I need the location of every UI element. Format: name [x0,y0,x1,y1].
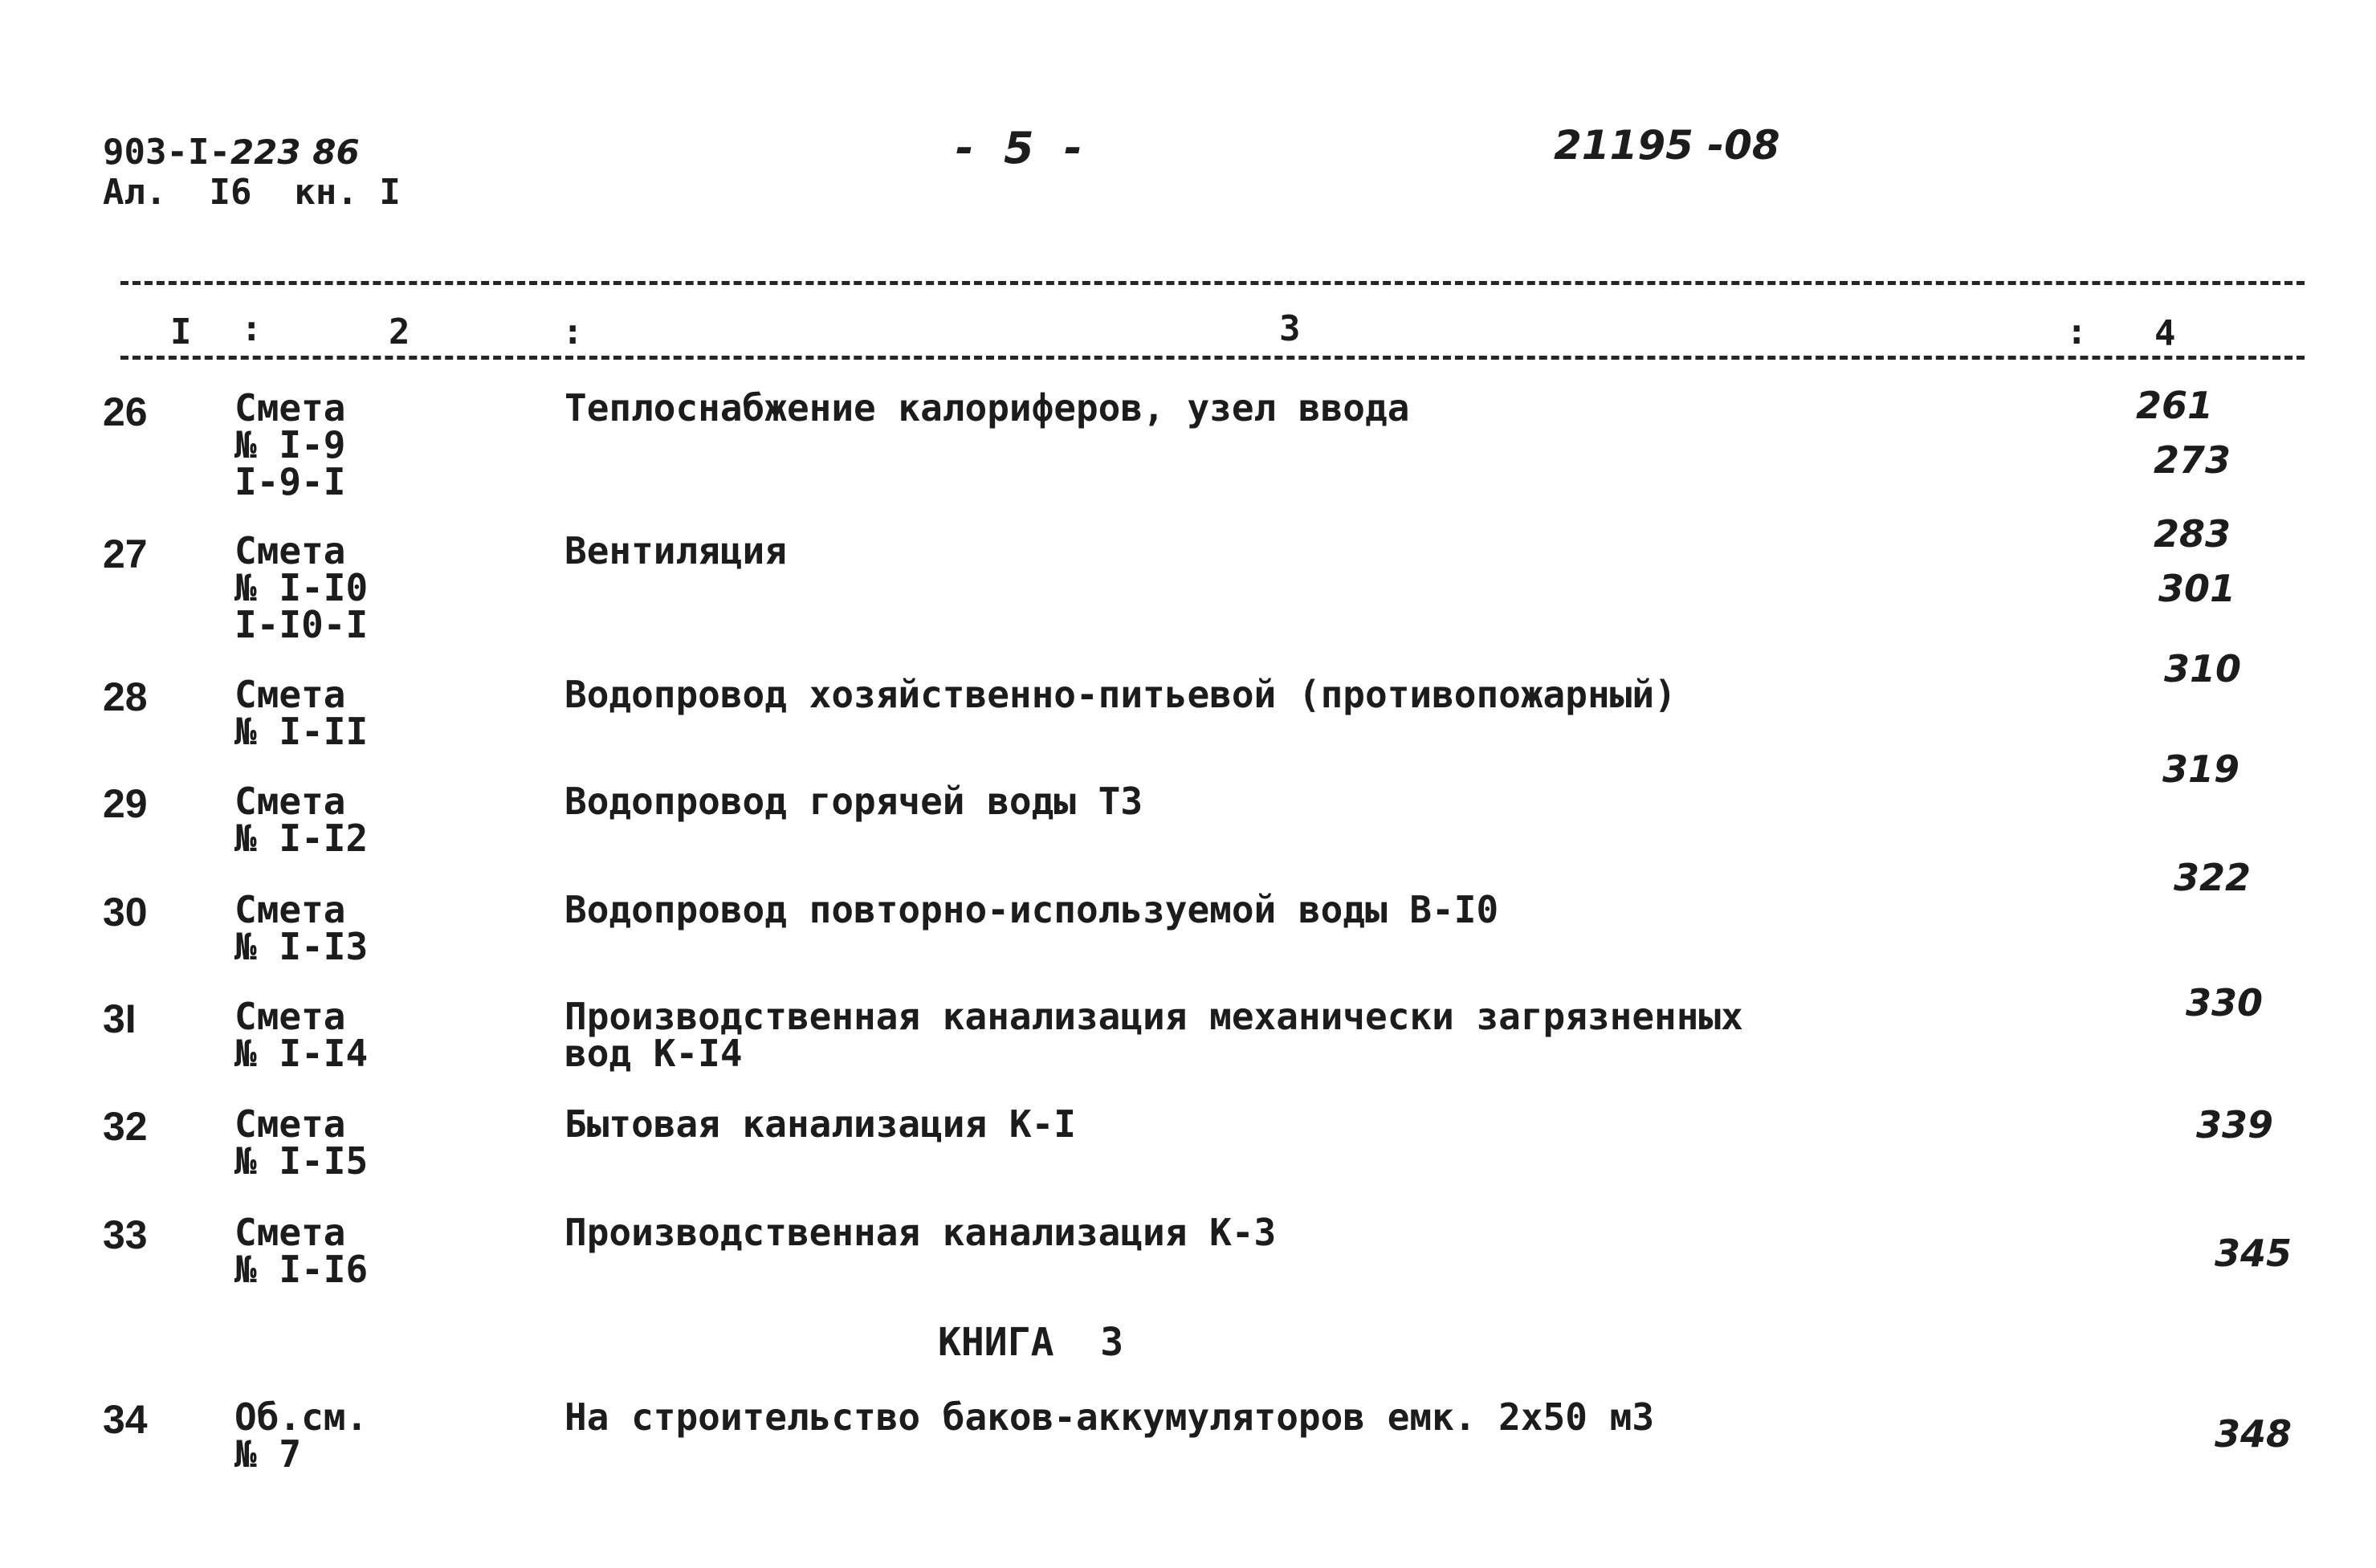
estimate-code-line: Смета [234,1211,346,1254]
document-code-handwritten: 223 86 [230,132,360,172]
section-title [564,995,1743,1075]
estimate-code-line: Смета [234,386,346,430]
document-code [103,132,360,173]
estimate-code-line: Об.см. [234,1395,369,1439]
book-heading: КНИГА 3 [938,1320,1124,1365]
estimate-code-line: I-9-I [234,460,346,503]
row-number: 28 [103,674,148,719]
estimate-code-line: № I-II [234,710,369,753]
section-title: Производственная канализация К-3 [564,1211,1277,1254]
estimate-code-line: Смета [234,780,346,823]
estimate-code [234,888,369,968]
estimate-code-line: Смета [234,888,346,931]
estimate-code [234,386,346,503]
estimate-code-line: Смета [234,673,346,716]
header-rule-bottom [120,356,2305,360]
estimate-code-line: № I-I6 [234,1248,369,1291]
page-reference: 330 [2186,981,2264,1024]
page-reference: 339 [2196,1103,2274,1146]
estimate-code [234,995,369,1075]
section-title: Теплоснабжение калориферов, узел ввода [564,386,1410,430]
section-title: Водопровод горячей воды Т3 [564,780,1143,823]
column-number-4: 4 [2154,313,2176,354]
page-reference: 273 [2154,438,2231,482]
section-title: Водопровод хозяйственно-питьевой (противопожарный) [564,673,1677,716]
page-reference: 283 [2154,512,2231,556]
section-title: Вентиляция [564,529,787,572]
section-title: Водопровод повторно-используемой воды В-I0 [564,888,1499,931]
estimate-code-line: № I-I5 [234,1139,369,1183]
row-number: 27 [103,531,148,576]
section-title: Бытовая канализация К-I [564,1102,1076,1146]
row-number: 34 [103,1397,148,1442]
column-number-2: 2 [389,312,410,352]
estimate-code [234,673,369,753]
page-reference: 319 [2162,747,2240,791]
page-reference: 345 [2215,1232,2292,1275]
estimate-code-line: № I-I3 [234,925,369,968]
column-separator: : [2066,312,2088,352]
estimate-code-line: Смета [234,529,346,572]
estimate-code-line: № I-I4 [234,1032,369,1075]
estimate-code [234,1211,369,1291]
document-code-prefix: 903-I- [103,132,230,173]
page-reference: 322 [2174,856,2252,899]
page-reference: 348 [2215,1412,2292,1456]
estimate-code-line: Смета [234,1102,346,1146]
estimate-code-line: № I-I0 [234,566,369,609]
album-book-label: Ал. I6 кн. I [103,172,401,213]
row-number: 3I [103,996,137,1041]
section-title-line: Производственная канализация механически загрязненных [564,995,1743,1038]
estimate-code-line: Смета [234,995,346,1038]
column-number-1: I [170,312,192,352]
section-title-line: вод К-I4 [564,1032,743,1075]
estimate-code-line: № I-9 [234,423,346,466]
estimate-code [234,1102,369,1183]
row-number: 33 [103,1212,148,1257]
page-number: - 5 - [956,123,1082,173]
section-title: На строительство баков-аккумуляторов емк. 2х50 м3 [564,1395,1655,1439]
header-rule-top [120,281,2305,285]
page-reference: 301 [2158,567,2236,610]
page-reference: 261 [2136,384,2214,427]
row-number: 29 [103,781,148,826]
column-separator: : [562,312,584,352]
estimate-code-line: I-I0-I [234,603,369,646]
column-number-3: 3 [1279,308,1301,349]
estimate-code [234,529,369,646]
row-number: 32 [103,1104,148,1149]
row-number: 30 [103,890,148,935]
estimate-code-line: № I-I2 [234,817,369,860]
page-reference: 310 [2164,647,2242,690]
row-number: 26 [103,389,148,434]
estimate-code [234,1395,369,1476]
estimate-code [234,780,369,860]
archive-number: 21195 -08 [1554,122,1780,169]
estimate-code-line: № 7 [234,1432,302,1476]
column-separator: : [241,308,263,349]
